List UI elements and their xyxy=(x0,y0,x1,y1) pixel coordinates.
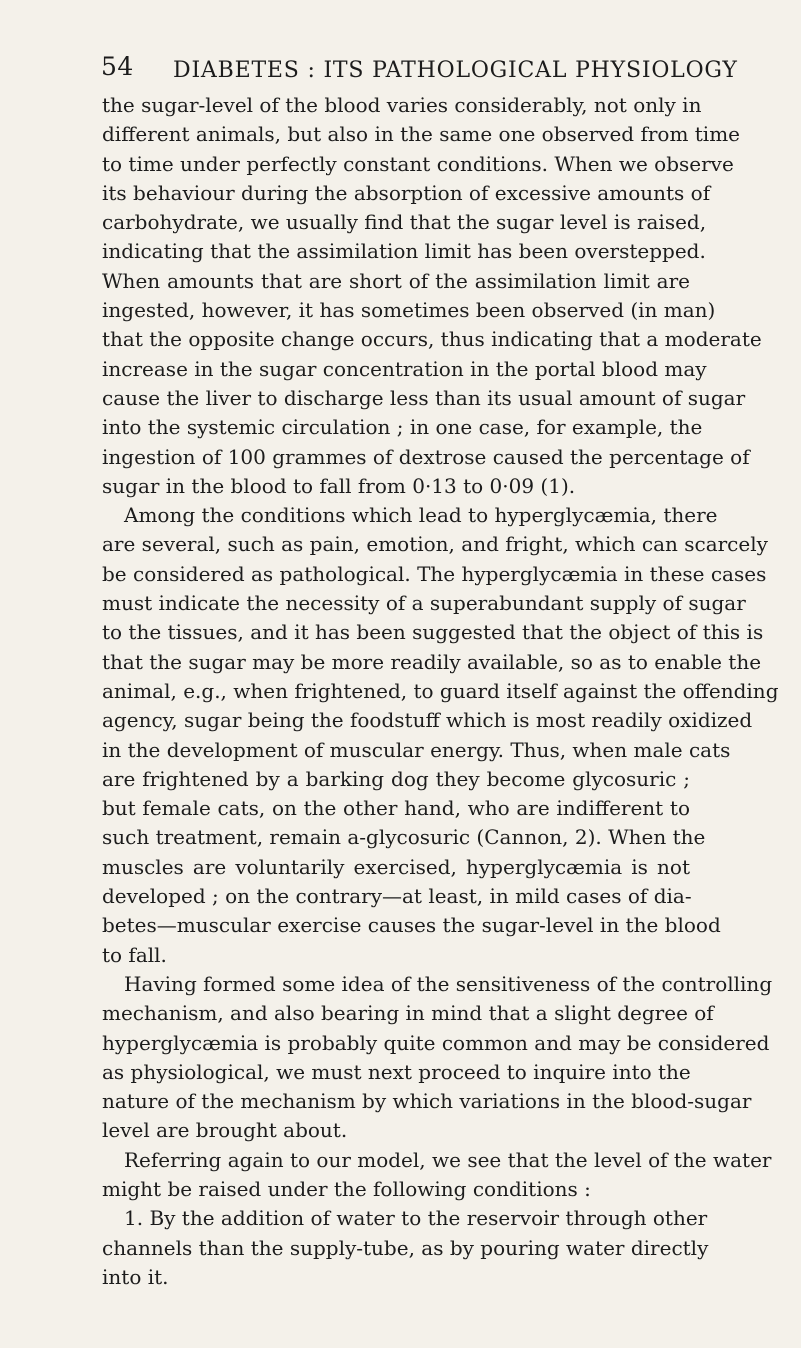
paragraph xyxy=(102,1146,772,1205)
text-line: animal, e.g., when frightened, to guard itself against the offending xyxy=(102,678,779,703)
text-line: as physiological, we must next proceed to inquire into the xyxy=(102,1059,691,1084)
running-head: DIABETES : ITS PATHOLOGICAL PHYSIOLOGY xyxy=(173,58,738,83)
page-header xyxy=(101,52,738,86)
text-line: When amounts that are short of the assimilation limit are xyxy=(102,268,690,293)
text-line: Among the conditions which lead to hyperglycæmia, there xyxy=(124,503,718,528)
body-text xyxy=(102,91,779,1292)
text-line: might be raised under the following conditions : xyxy=(102,1176,591,1201)
paragraph xyxy=(102,501,779,970)
text-line: indicating that the assimilation limit has been overstepped. xyxy=(102,239,706,264)
text-line: but female cats, on the other hand, who are indifferent to xyxy=(102,796,690,821)
text-line: agency, sugar being the foodstuff which is most readily oxidized xyxy=(102,708,753,733)
text-line: increase in the sugar concentration in the portal blood may xyxy=(102,356,707,381)
text-line: that the opposite change occurs, thus indicating that a moderate xyxy=(102,327,762,352)
text-line: 1. By the addition of water to the reservoir through other xyxy=(124,1206,708,1231)
text-line: betes—muscular exercise causes the sugar-level in the blood xyxy=(102,913,721,938)
text-line: developed ; on the contrary—at least, in mild cases of dia- xyxy=(102,884,692,909)
paragraph xyxy=(102,1204,709,1292)
text-line: to the tissues, and it has been suggested that the object of this is xyxy=(102,620,764,645)
text-line: the sugar-level of the blood varies considerably, not only in xyxy=(102,93,702,117)
text-line: level are brought about. xyxy=(102,1118,348,1143)
text-line: its behaviour during the absorption of excessive amounts of xyxy=(102,180,711,205)
text-line: Referring again to our model, we see that the level of the water xyxy=(124,1147,772,1172)
text-line: that the sugar may be more readily available, so as to enable the xyxy=(102,649,762,674)
text-line: such treatment, remain a-glycosuric (Cannon, 2). When the xyxy=(102,825,706,850)
text-line: into it. xyxy=(102,1264,169,1289)
text-line: be considered as pathological. The hyperglycæmia in these cases xyxy=(102,561,767,586)
paragraph xyxy=(102,91,762,501)
text-line: ingested, however, it has sometimes been observed (in man) xyxy=(102,298,716,323)
text-line: channels than the supply-tube, as by pouring water directly xyxy=(102,1235,709,1260)
text-line: to fall. xyxy=(102,942,167,967)
text-line: muscles are voluntarily exercised, hyperglycæmia is not xyxy=(102,854,690,879)
text-line: hyperglycæmia is probably quite common and may be considered xyxy=(102,1030,770,1055)
text-line: mechanism, and also bearing in mind that a slight degree of xyxy=(102,1001,714,1026)
text-line: ingestion of 100 grammes of dextrose caused the percentage of xyxy=(102,444,750,469)
text-line: are frightened by a barking dog they become glycosuric ; xyxy=(102,766,690,791)
text-line: sugar in the blood to fall from 0·13 to 0·09 (1). xyxy=(102,473,576,498)
text-line: into the systemic circulation ; in one case, for example, the xyxy=(102,415,703,440)
text-line: nature of the mechanism by which variations in the blood-sugar xyxy=(102,1089,752,1114)
text-line: in the development of muscular energy. Thus, when male cats xyxy=(102,737,731,762)
text-line: must indicate the necessity of a superabundant supply of sugar xyxy=(102,591,746,616)
text-line: to time under perfectly constant conditions. When we observe xyxy=(102,151,734,176)
text-line: carbohydrate, we usually find that the sugar level is raised, xyxy=(102,210,707,235)
text-line: different animals, but also in the same one observed from time xyxy=(102,122,741,147)
page-number: 54 xyxy=(101,52,134,81)
text-line: cause the liver to discharge less than its usual amount of sugar xyxy=(102,385,746,410)
paragraph xyxy=(102,970,773,1146)
text-line: Having formed some idea of the sensitiveness of the controlling xyxy=(124,971,773,996)
text-line: are several, such as pain, emotion, and fright, which can scarcely xyxy=(102,532,768,557)
